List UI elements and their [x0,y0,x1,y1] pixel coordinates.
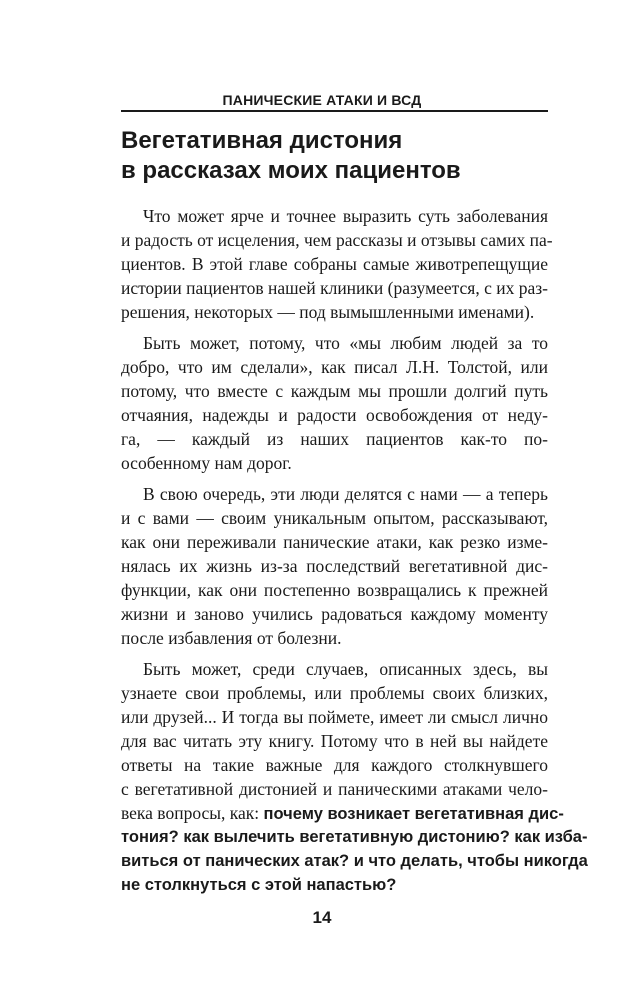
paragraph-2 [121,331,548,475]
text-line: Быть может, среди случаев, описанных здесь, вы [143,659,548,679]
paragraph-1 [121,204,553,324]
text-line: циентов. В этой главе собраны самые животрепещущие [121,254,548,274]
text-line: Быть может, потому, что «мы любим людей за то [143,333,548,353]
text-line: ответы на такие важные для каждого столкнувшего [121,755,548,775]
text-line: решения, некоторых — под вымышленными именами). [121,302,535,322]
chapter-title-line-2: в рассказах моих пациентов [121,157,461,184]
chapter-title [121,126,551,186]
text-line: Что может ярче и точнее выразить суть заболевания [143,206,548,226]
text-line: функции, как они постепенно возвращались к прежней [121,580,548,600]
text-line: особенному нам дорог. [121,453,292,473]
text-line: потому, что вместе с каждым мы прошли долгий путь [121,381,548,401]
text-line: для вас читать эту книгу. Потому что в ней вы найдете [121,731,548,751]
paragraph-4 [121,657,588,897]
text-line: и с вами — своим уникальным опытом, рассказывают, [121,508,548,528]
text-line-bold: тония? как вылечить вегетативную дистонию? как избa- [121,828,588,846]
text-line: как они переживали панические атаки, как резко изме- [121,532,548,552]
running-head: ПАНИЧЕСКИЕ АТАКИ И ВСД [222,92,422,108]
text-line: отчаяния, надежды и радости освобождения от неду- [121,405,548,425]
paragraph-3 [121,482,548,650]
text-line-bold: виться от панических атак? и что делать, чтобы никогда [121,852,588,870]
text-line: нялась их жизнь из-за последствий вегетативной дис- [121,556,548,576]
text-line: В свою очередь, эти люди делятся с нами — а теперь [143,484,548,504]
body-text [121,204,588,897]
text-line: добро, что им сделали», как писал Л.Н. Толстой, или [121,357,548,377]
text-line: после избавления от болезни. [121,628,342,648]
text-line: и радость от исцеления, чем рассказы и отзывы самих па- [121,230,553,250]
chapter-title-line-1: Вегетативная дистония [121,127,403,154]
header-rule [121,110,548,112]
text-bold: почему возникает вегетативная дис- [263,805,564,823]
text-line-bold: не столкнуться с этой напастью? [121,876,397,894]
text-line: жизни и заново учились радоваться каждому моменту [121,604,548,624]
text-line-mixed [121,801,564,825]
page-number: 14 [312,908,332,927]
text-line: истории пациентов нашей клиники (разумеется, с их раз- [121,278,548,298]
text-line: с вегетативной дистонией и паническими атаками чело- [121,779,548,799]
text-line: узнаете свои проблемы, или проблемы своих близких, [121,683,548,703]
text-normal: века вопросы, как: [121,803,264,823]
text-line: или друзей... И тогда вы поймете, имеет ли смысл лично [121,707,548,727]
text-line: га, — каждый из наших пациентов как-то по- [121,429,548,449]
